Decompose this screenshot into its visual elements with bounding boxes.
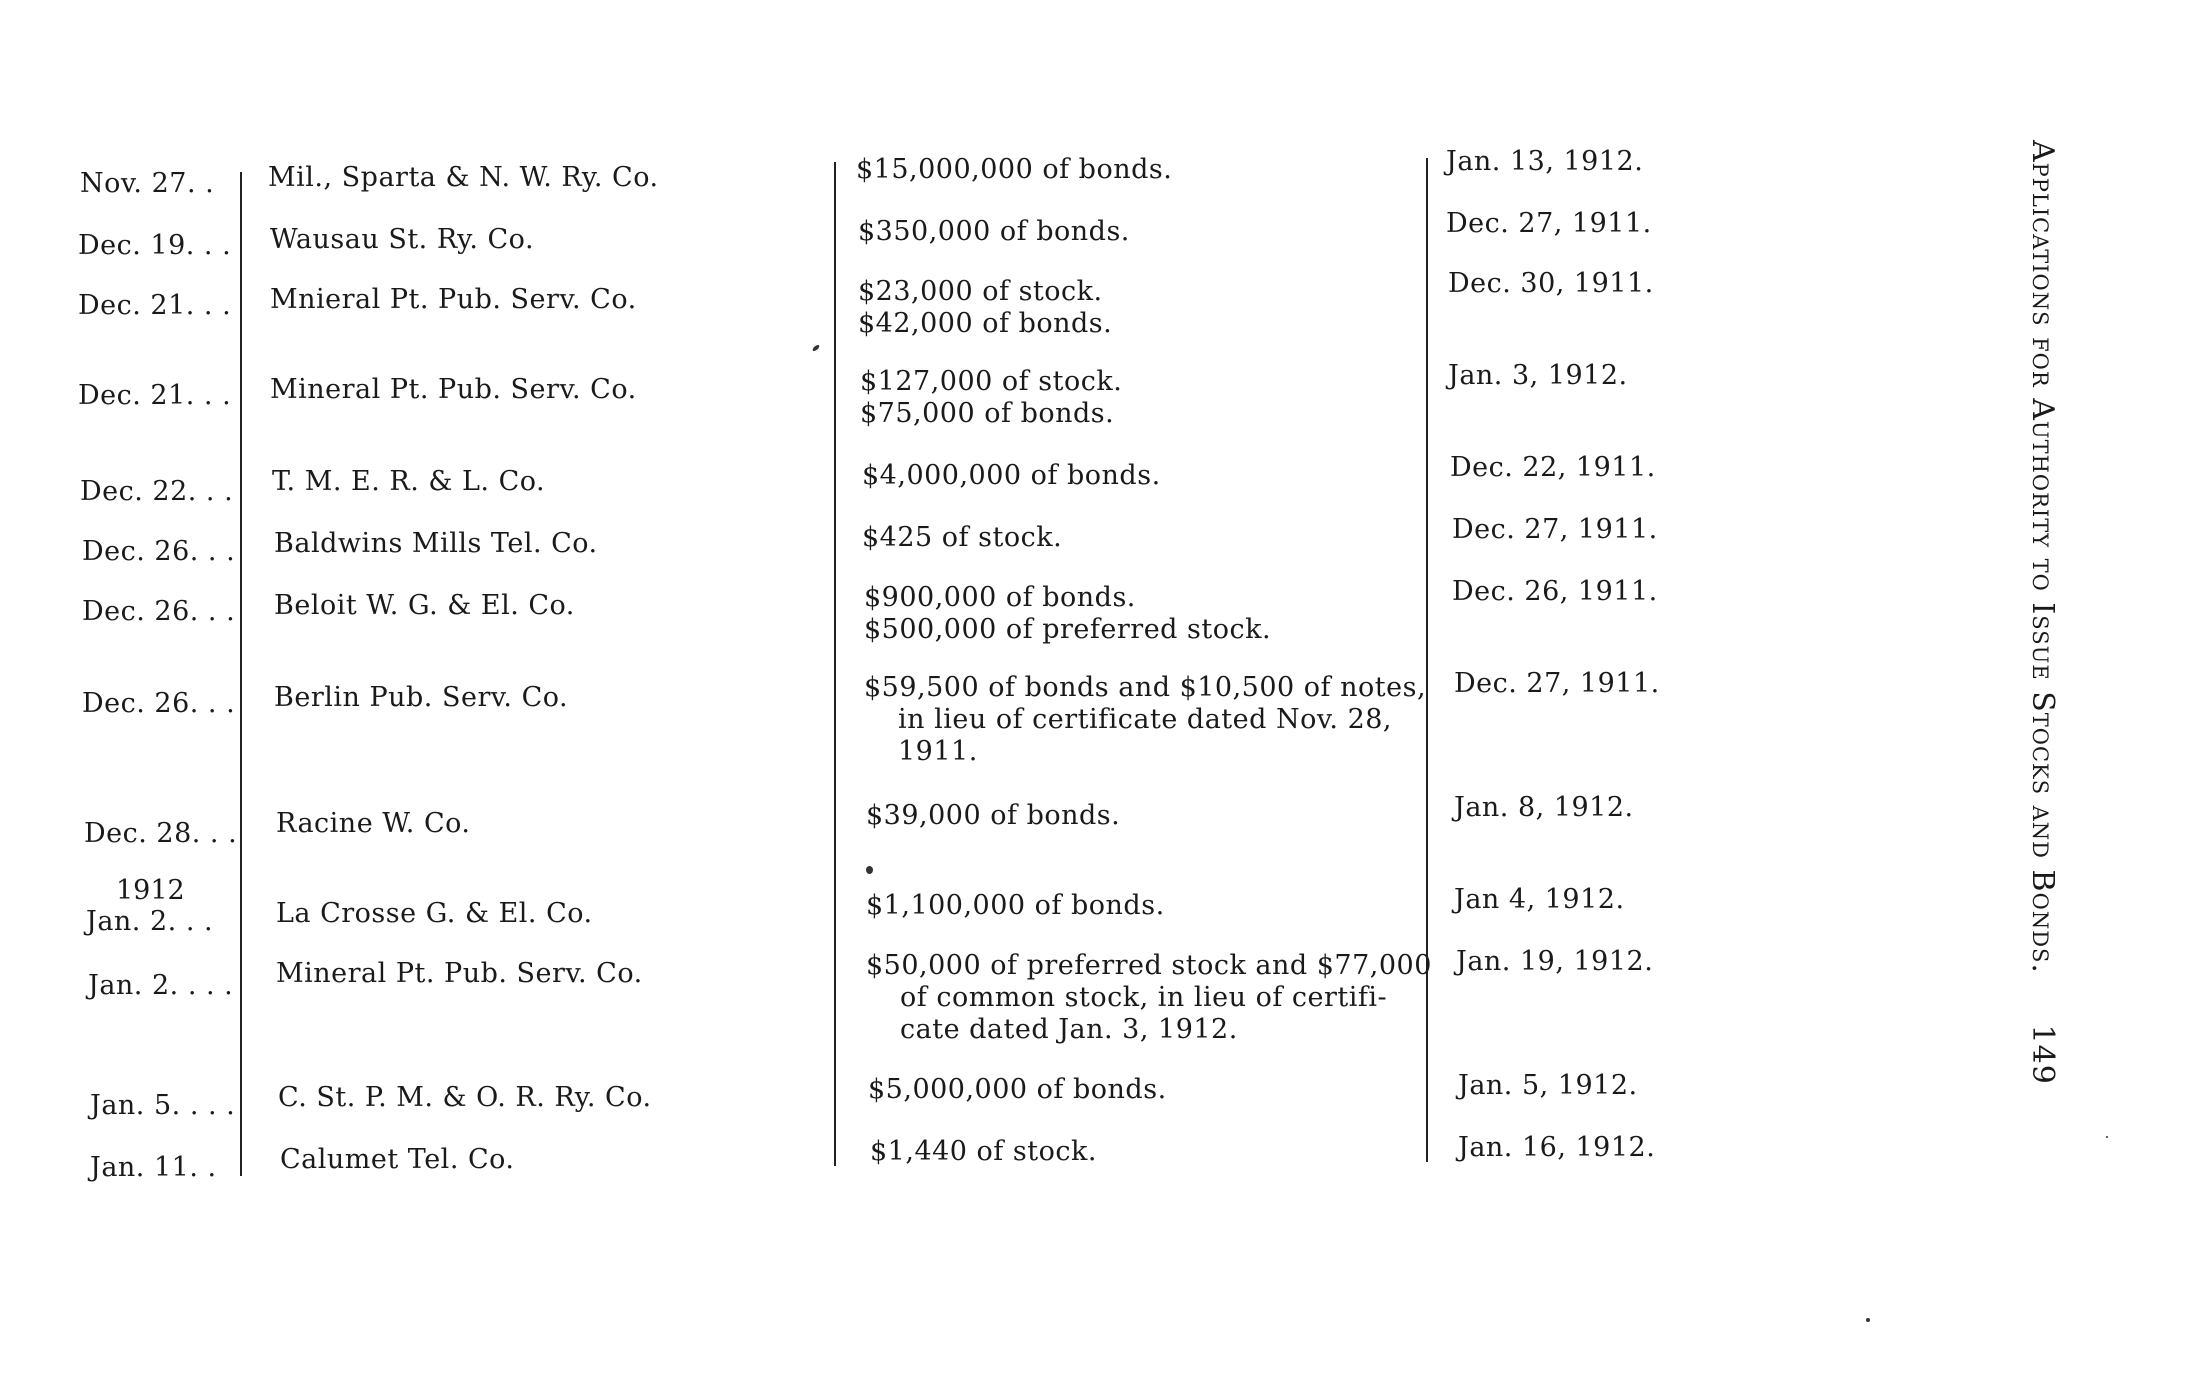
row-company: Berlin Pub. Serv. Co. [274, 682, 569, 713]
column-rule-company [834, 162, 836, 1166]
row-decided: Dec. 27, 1911. [1446, 208, 1652, 239]
amount-line: $50,000 of preferred stock and $77,000 [866, 950, 1432, 981]
row-amount [868, 1074, 1167, 1106]
row-decided: Dec. 26, 1911. [1452, 576, 1658, 607]
amount-line: $425 of stock. [862, 522, 1063, 553]
row-amount [864, 672, 1426, 768]
scan-speck [2106, 1136, 2108, 1138]
row-date: Nov. 27. . [80, 168, 215, 199]
row-decided: Dec. 27, 1911. [1452, 514, 1658, 545]
row-date: Dec. 21. . . [78, 380, 232, 411]
row-date: Dec. 21. . . [78, 290, 232, 321]
row-amount [858, 276, 1112, 340]
row-decided: Jan. 8, 1912. [1454, 792, 1634, 823]
amount-line: $23,000 of stock. [858, 276, 1103, 307]
row-amount [856, 154, 1172, 186]
amount-line: $1,440 of stock. [870, 1136, 1097, 1167]
row-company: Baldwins Mills Tel. Co. [274, 528, 598, 559]
row-company: Racine W. Co. [276, 808, 471, 839]
amount-line: $1,100,000 of bonds. [866, 890, 1165, 921]
row-decided: Dec. 27, 1911. [1454, 668, 1660, 699]
row-decided: Jan. 3, 1912. [1448, 360, 1628, 391]
row-decided: Jan. 13, 1912. [1446, 146, 1644, 177]
scan-speck [812, 344, 821, 352]
row-date: Dec. 26. . . [82, 596, 236, 627]
row-decided: Jan 4, 1912. [1454, 884, 1625, 915]
row-decided: Dec. 22, 1911. [1450, 452, 1656, 483]
amount-line: $4,000,000 of bonds. [862, 460, 1161, 491]
amount-line: $39,000 of bonds. [866, 800, 1121, 831]
row-company: Calumet Tel. Co. [280, 1144, 515, 1175]
page-number: 149 [2025, 1024, 2060, 1085]
amount-line: of common stock, in lieu of certifi- [900, 982, 1388, 1013]
amount-line: $5,000,000 of bonds. [868, 1074, 1167, 1105]
row-company: Wausau St. Ry. Co. [270, 224, 535, 255]
row-company: Mineral Pt. Pub. Serv. Co. [276, 958, 643, 989]
row-date: Jan. 2. . . . [88, 970, 234, 1001]
amount-line: $350,000 of bonds. [858, 216, 1130, 247]
amount-line: in lieu of certificate dated Nov. 28, [898, 704, 1393, 735]
amount-line: $59,500 of bonds and $10,500 of notes, [864, 672, 1427, 703]
amount-line: 1911. [898, 736, 978, 767]
amount-line: $75,000 of bonds. [860, 398, 1115, 429]
row-amount [866, 890, 1165, 922]
row-company: T. M. E. R. & L. Co. [272, 466, 546, 497]
row-company: Mineral Pt. Pub. Serv. Co. [270, 374, 637, 405]
row-date: Jan. 5. . . . [90, 1090, 236, 1121]
row-amount [858, 216, 1130, 248]
row-decided: Dec. 30, 1911. [1448, 268, 1654, 299]
row-amount [866, 800, 1120, 832]
row-amount [862, 522, 1062, 554]
scan-speck [866, 866, 873, 874]
amount-line: $900,000 of bonds. [864, 582, 1136, 613]
row-company: La Crosse G. & El. Co. [276, 898, 593, 929]
row-date: Dec. 19. . . [78, 230, 232, 261]
row-company: Beloit W. G. & El. Co. [274, 590, 575, 621]
amount-line: $42,000 of bonds. [858, 308, 1113, 339]
row-date: Dec. 26. . . [82, 688, 236, 719]
row-amount [864, 582, 1271, 646]
row-decided: Jan. 5, 1912. [1458, 1070, 1638, 1101]
amount-line: $127,000 of stock. [860, 366, 1123, 397]
row-date: Jan. 11. . [90, 1152, 217, 1183]
row-amount [866, 950, 1432, 1046]
row-company: C. St. P. M. & O. R. Ry. Co. [278, 1082, 652, 1113]
row-company: Mnieral Pt. Pub. Serv. Co. [270, 284, 637, 315]
row-company: Mil., Sparta & N. W. Ry. Co. [268, 162, 659, 193]
row-decided: Jan. 16, 1912. [1458, 1132, 1656, 1163]
row-amount [870, 1136, 1097, 1168]
row-date: Dec. 26. . . [82, 536, 236, 567]
row-date: Dec. 28. . . [84, 818, 238, 849]
column-rule-date [240, 172, 242, 1176]
row-date: Dec. 22. . . [80, 476, 234, 507]
row-date: Jan. 2. . . [86, 906, 214, 937]
amount-line: $500,000 of preferred stock. [864, 614, 1272, 645]
amount-line: cate dated Jan. 3, 1912. [900, 1014, 1238, 1045]
row-amount [860, 366, 1122, 430]
row-decided: Jan. 19, 1912. [1456, 946, 1654, 977]
running-head-title: Applications for Authority to Issue Stocks and Bonds. [2025, 140, 2060, 974]
amount-line: $15,000,000 of bonds. [856, 154, 1173, 185]
scan-speck [1866, 1318, 1870, 1322]
running-head [2025, 140, 2060, 1085]
row-amount [862, 460, 1161, 492]
year-heading: 1912 [116, 875, 185, 906]
